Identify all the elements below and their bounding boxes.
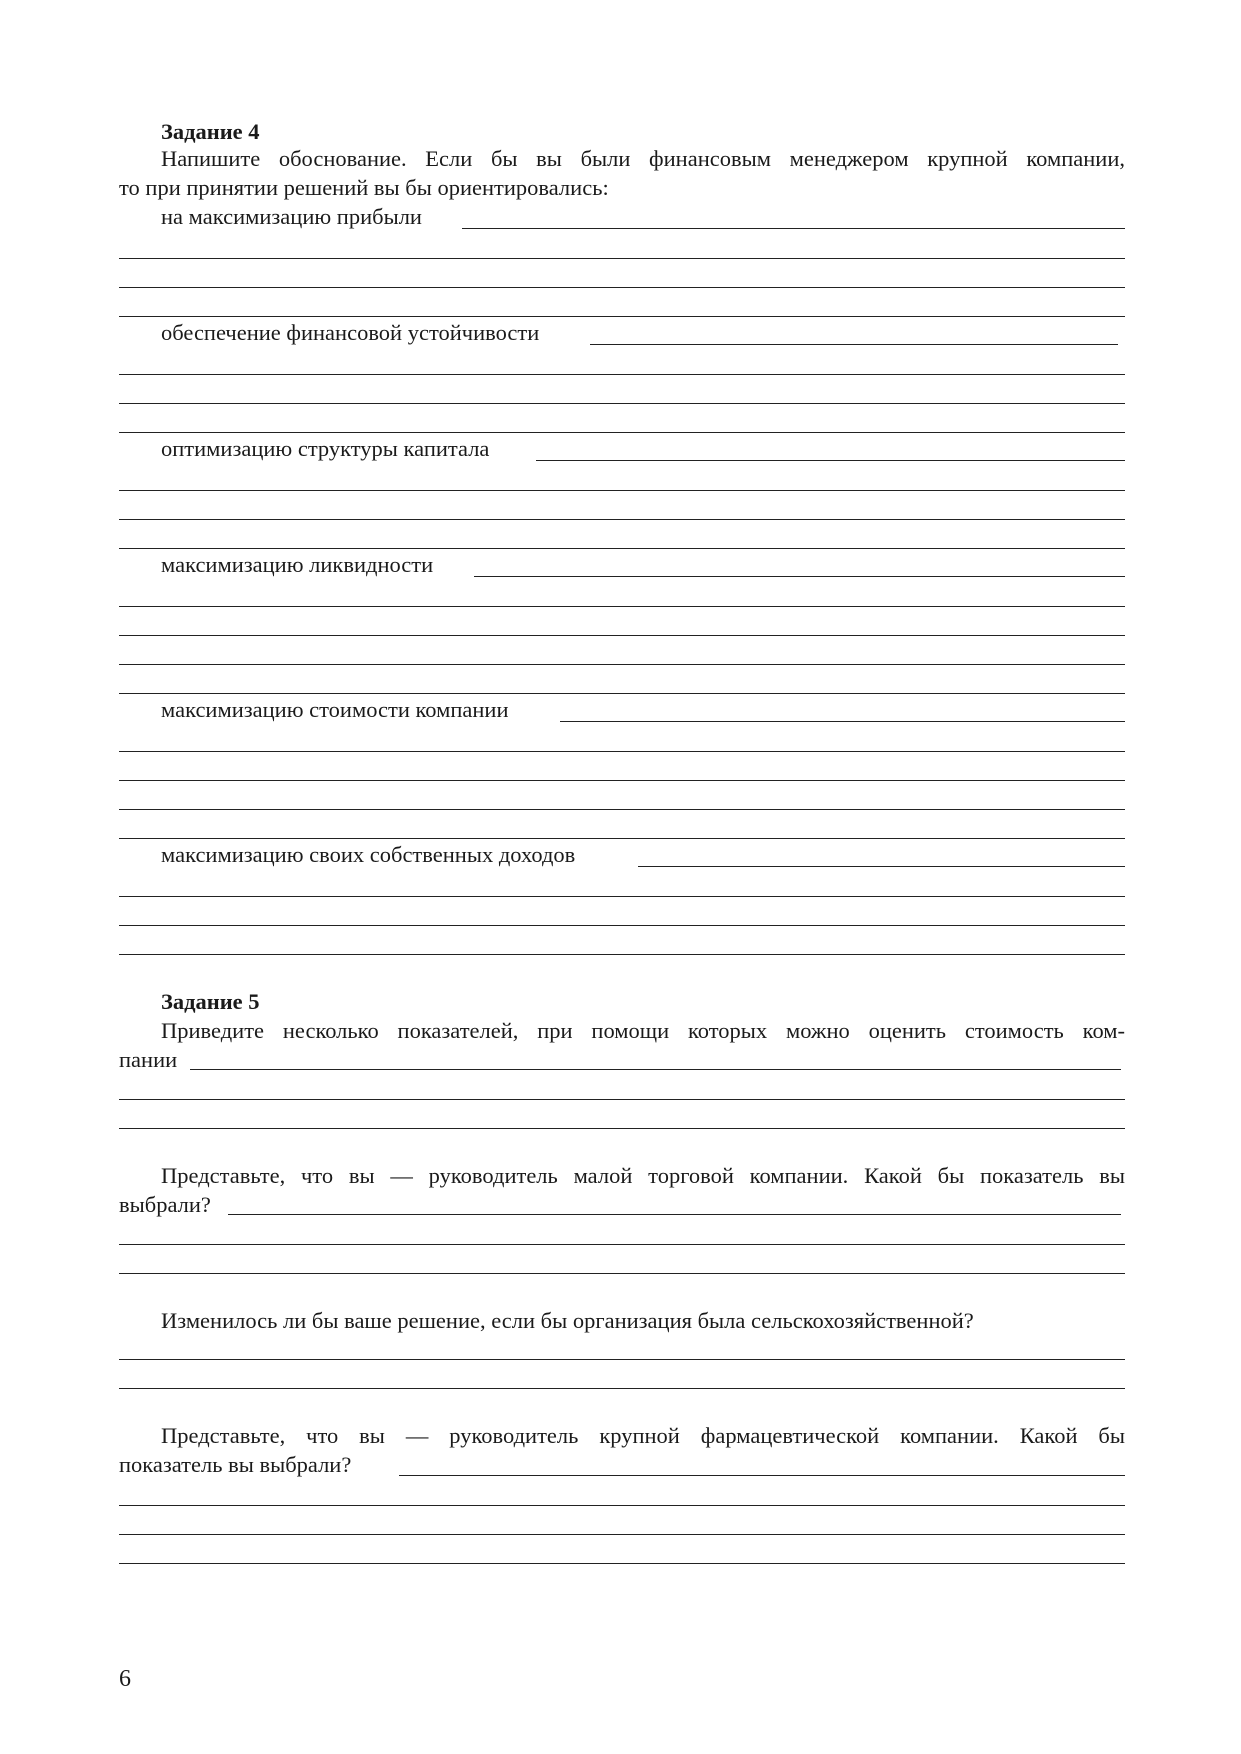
- task5-q1-line2: пании: [119, 1047, 178, 1072]
- answer-line[interactable]: [119, 1244, 1125, 1245]
- answer-line[interactable]: [119, 316, 1125, 317]
- answer-line[interactable]: [119, 780, 1125, 781]
- answer-line[interactable]: [119, 954, 1125, 955]
- answer-line[interactable]: [190, 1069, 1121, 1070]
- answer-line[interactable]: [638, 866, 1125, 867]
- answer-line[interactable]: [474, 576, 1125, 577]
- item-value-label: максимизацию стоимости компании: [161, 697, 509, 722]
- item-profit-label: на максимизацию прибыли: [161, 204, 422, 229]
- answer-line[interactable]: [590, 344, 1118, 345]
- answer-line[interactable]: [119, 606, 1125, 607]
- answer-line[interactable]: [119, 258, 1125, 259]
- answer-line[interactable]: [119, 1534, 1125, 1535]
- task5-q4-line2: показатель вы выбрали?: [119, 1452, 352, 1477]
- answer-line[interactable]: [119, 519, 1125, 520]
- item-stability-label: обеспечение финансовой устойчивости: [161, 320, 540, 345]
- answer-line[interactable]: [119, 490, 1125, 491]
- task4-intro-line1: Напишите обоснование. Если бы вы были финансовым менеджером крупной компании,: [161, 146, 1125, 171]
- task5-q4-line1: Представьте, что вы — руководитель крупной фармацевтической компании. Какой бы: [161, 1423, 1125, 1448]
- item-income-label: максимизацию своих собственных доходов: [161, 842, 576, 867]
- answer-line[interactable]: [119, 635, 1125, 636]
- answer-line[interactable]: [536, 460, 1125, 461]
- answer-line[interactable]: [119, 693, 1125, 694]
- answer-line[interactable]: [119, 838, 1125, 839]
- answer-line[interactable]: [119, 1388, 1125, 1389]
- task5-title: Задание 5: [161, 989, 260, 1014]
- answer-line[interactable]: [119, 1359, 1125, 1360]
- item-liquidity-label: максимизацию ликвидности: [161, 552, 434, 577]
- answer-line[interactable]: [119, 1099, 1125, 1100]
- task4-intro-line2: то при принятии решений вы бы ориентировались:: [119, 175, 609, 200]
- answer-line[interactable]: [119, 548, 1125, 549]
- task5-q2-line1: Представьте, что вы — руководитель малой торговой компании. Какой бы показатель вы: [161, 1163, 1125, 1188]
- answer-line[interactable]: [119, 925, 1125, 926]
- page-number: 6: [119, 1666, 131, 1692]
- answer-line[interactable]: [119, 664, 1125, 665]
- answer-line[interactable]: [560, 721, 1125, 722]
- answer-line[interactable]: [119, 1563, 1125, 1564]
- task4-title: Задание 4: [161, 119, 260, 144]
- answer-line[interactable]: [399, 1475, 1125, 1476]
- answer-line[interactable]: [119, 432, 1125, 433]
- answer-line[interactable]: [119, 403, 1125, 404]
- answer-line[interactable]: [119, 287, 1125, 288]
- answer-line[interactable]: [119, 1128, 1125, 1129]
- answer-line[interactable]: [119, 809, 1125, 810]
- answer-line[interactable]: [119, 896, 1125, 897]
- answer-line[interactable]: [462, 228, 1125, 229]
- answer-line[interactable]: [119, 1505, 1125, 1506]
- answer-line[interactable]: [228, 1214, 1121, 1215]
- answer-line[interactable]: [119, 751, 1125, 752]
- answer-line[interactable]: [119, 374, 1125, 375]
- answer-line[interactable]: [119, 1273, 1125, 1274]
- task5-q2-line2: выбрали?: [119, 1192, 211, 1217]
- item-capital-label: оптимизацию структуры капитала: [161, 436, 490, 461]
- task5-q3: Изменилось ли бы ваше решение, если бы организация была сельскохозяйственной?: [161, 1308, 974, 1333]
- task5-q1-line1: Приведите несколько показателей, при помощи которых можно оценить стоимость ком-: [161, 1018, 1125, 1043]
